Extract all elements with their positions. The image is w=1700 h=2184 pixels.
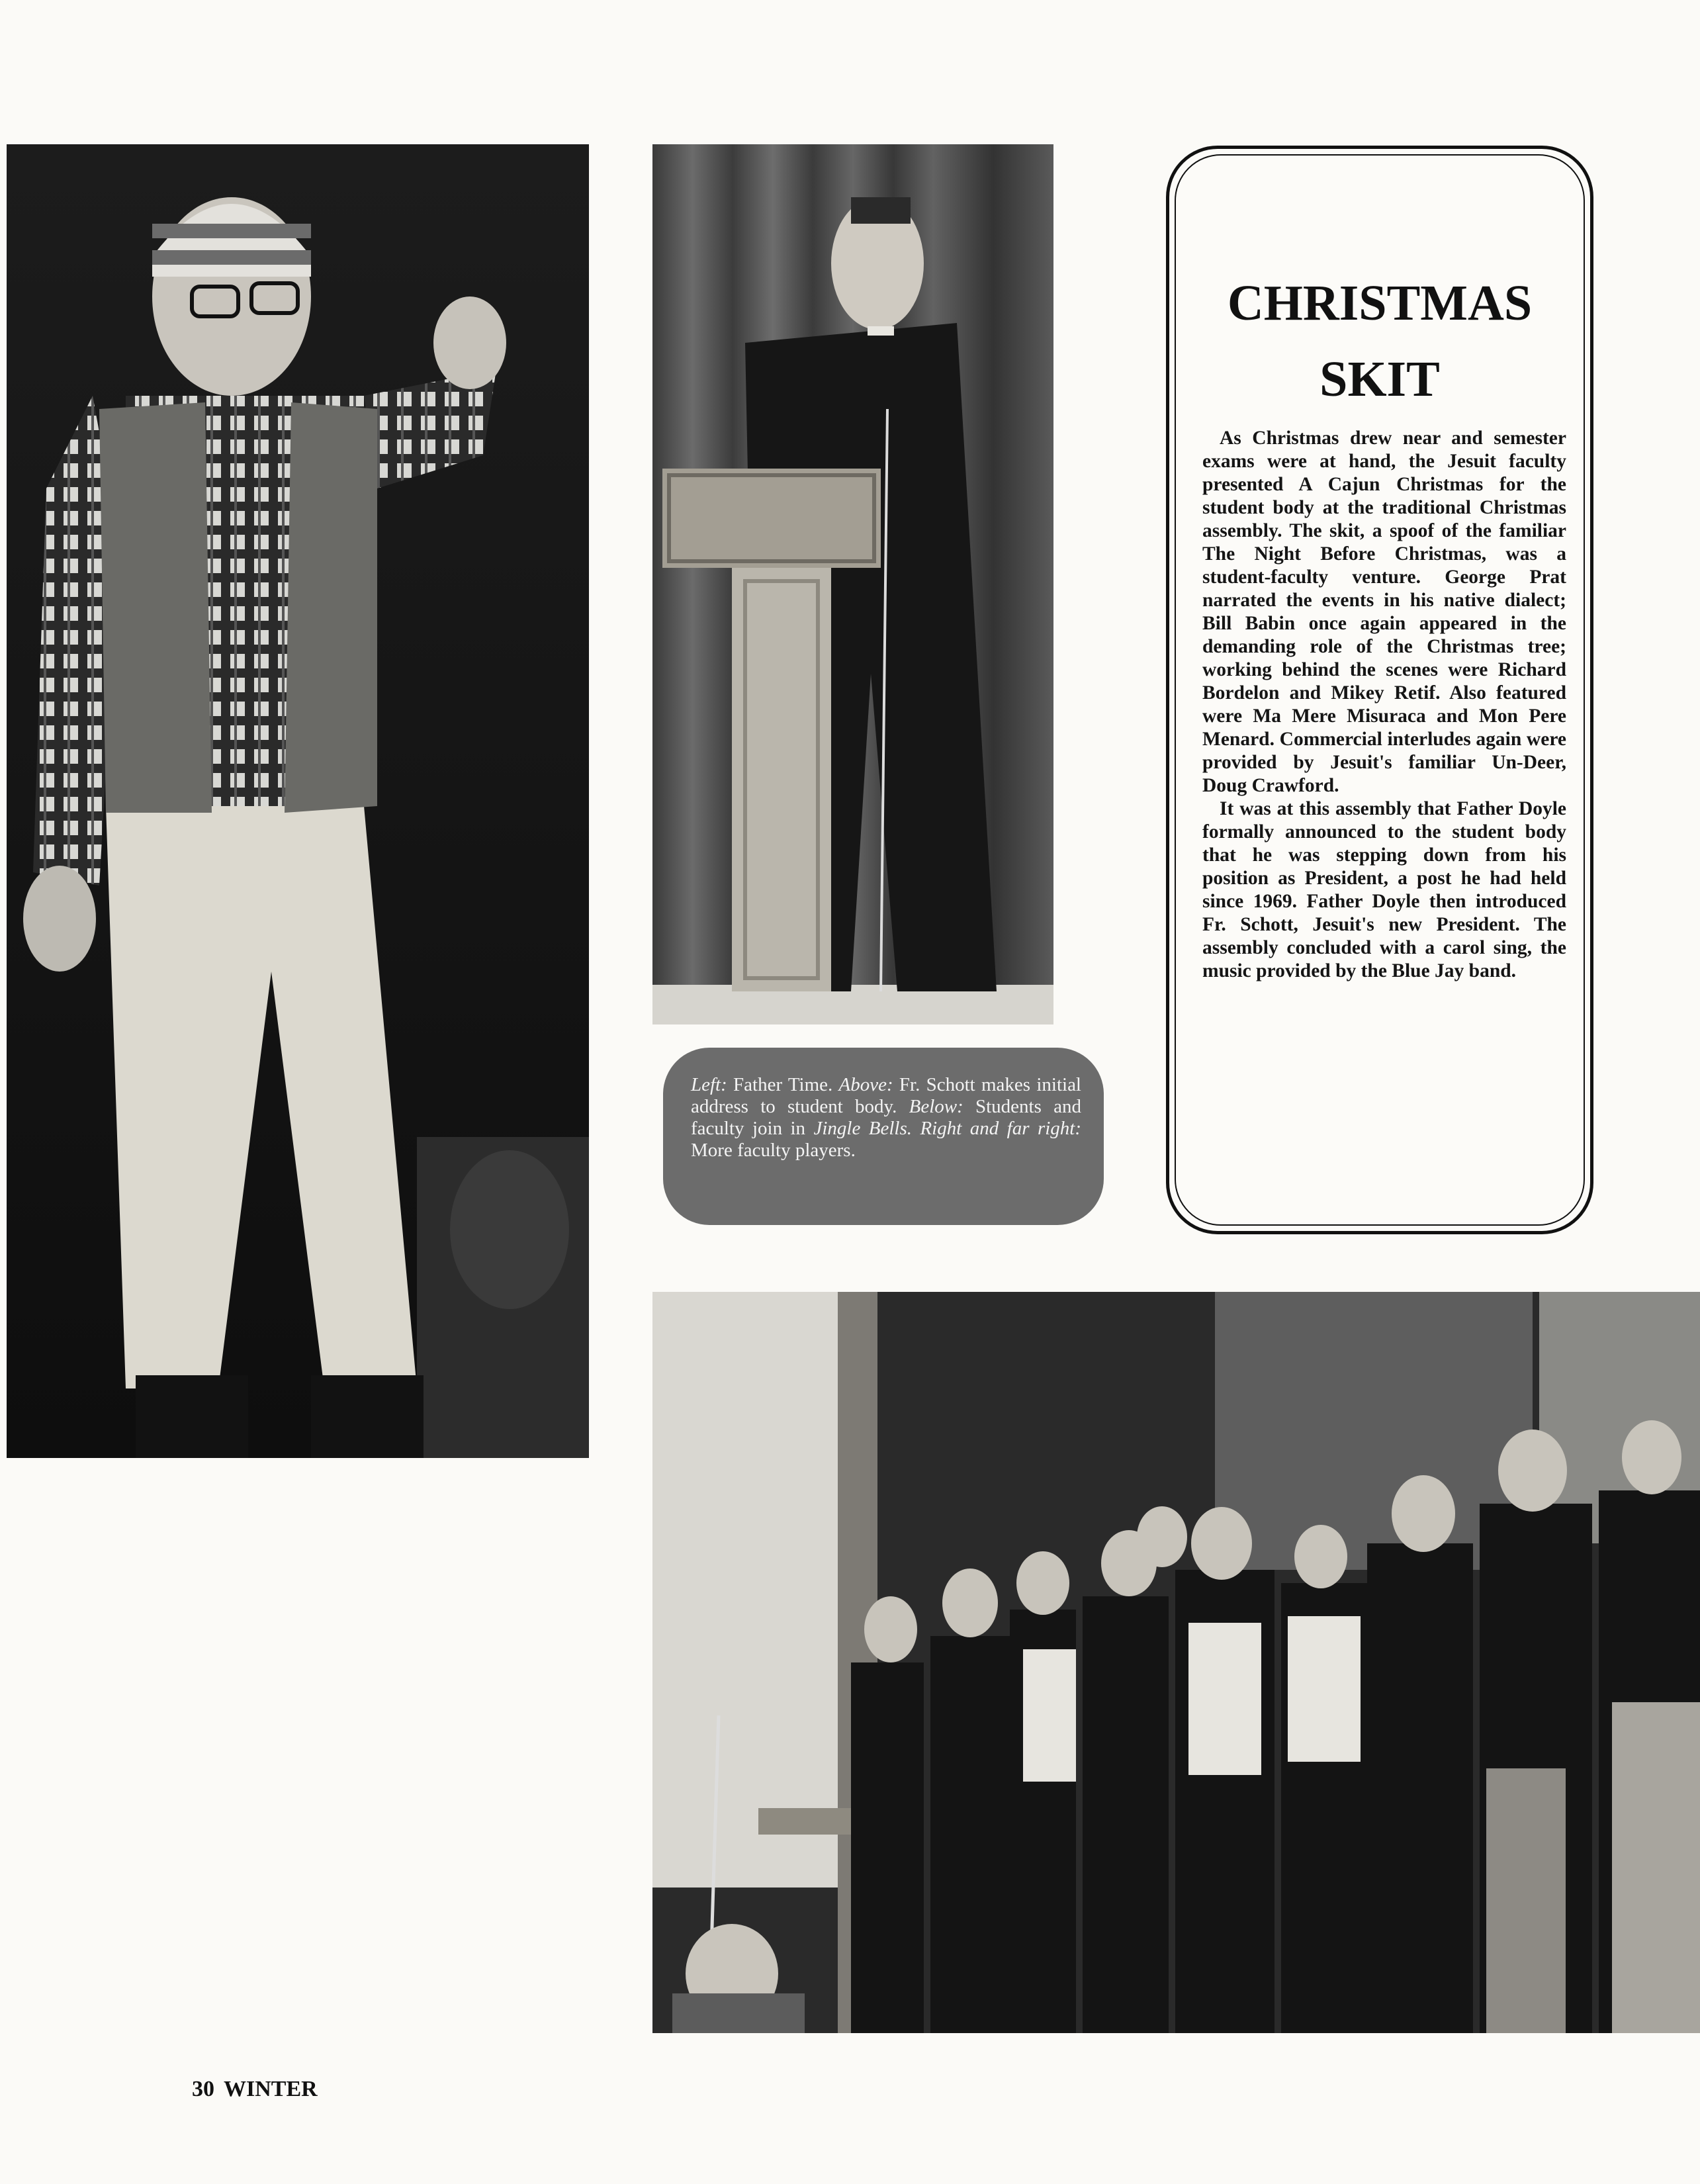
article-box xyxy=(1166,146,1593,1234)
page-number: 30 xyxy=(192,2077,214,2101)
caption-text-below: Students and faculty join in xyxy=(691,1096,1082,1139)
article-paragraph: As Christmas drew near and semester exams were at hand, the Jesuit faculty presented A Cajun Christmas for the student body at the traditional Christmas assembly. The skit, a spoof of the familiar The Night Before Christmas, was a student-faculty venture. George Prat narrated the events in his native dialect; Bill Babin once again appeared in the demanding role of the Christmas tree; working behind the scenes were Richard Bordelon and Mikey Retif. Also featured were Ma Mere Misuraca and Mon Pere Menard. Commercial interludes again were provided by Jesuit's familiar Un-Deer, Doug Crawford. xyxy=(1202,428,1566,796)
section-name: WINTER xyxy=(224,2077,318,2101)
photo-caption-box xyxy=(663,1048,1104,1225)
article-title-line2: SKIT xyxy=(1320,351,1440,407)
article-title-line1: CHRISTMAS xyxy=(1227,275,1533,331)
caption-label-above: Above: xyxy=(838,1074,893,1095)
caption-label-left: Left: xyxy=(691,1074,727,1095)
caption-text-left: Father Time. xyxy=(727,1074,839,1095)
photo-fr-schott xyxy=(652,144,1053,1024)
article-body xyxy=(1202,427,1566,983)
caption-text-above: Fr. Schott makes initial address to student body. xyxy=(691,1074,1081,1117)
caption-song-title: Jingle Bells. xyxy=(813,1118,913,1139)
caption-text-right: More faculty players. xyxy=(691,1140,856,1161)
caption-label-below: Below: xyxy=(909,1096,963,1117)
photo-caption xyxy=(691,1074,1081,1161)
page-folio xyxy=(192,2077,318,2102)
article-paragraph: It was at this assembly that Father Doyle formally announced to the student body that he was stepping down from his position as President, a post he had held since 1969. Father Doyle then introduced Fr. Schott, Jesuit's new President. The assembly concluded with a carol sing, the music provided by the Blue Jay band. xyxy=(1202,798,1566,981)
caption-label-right: Right and far right: xyxy=(912,1118,1082,1139)
photo-father-time xyxy=(7,144,589,1458)
photo-jingle-bells xyxy=(652,1292,1700,2033)
